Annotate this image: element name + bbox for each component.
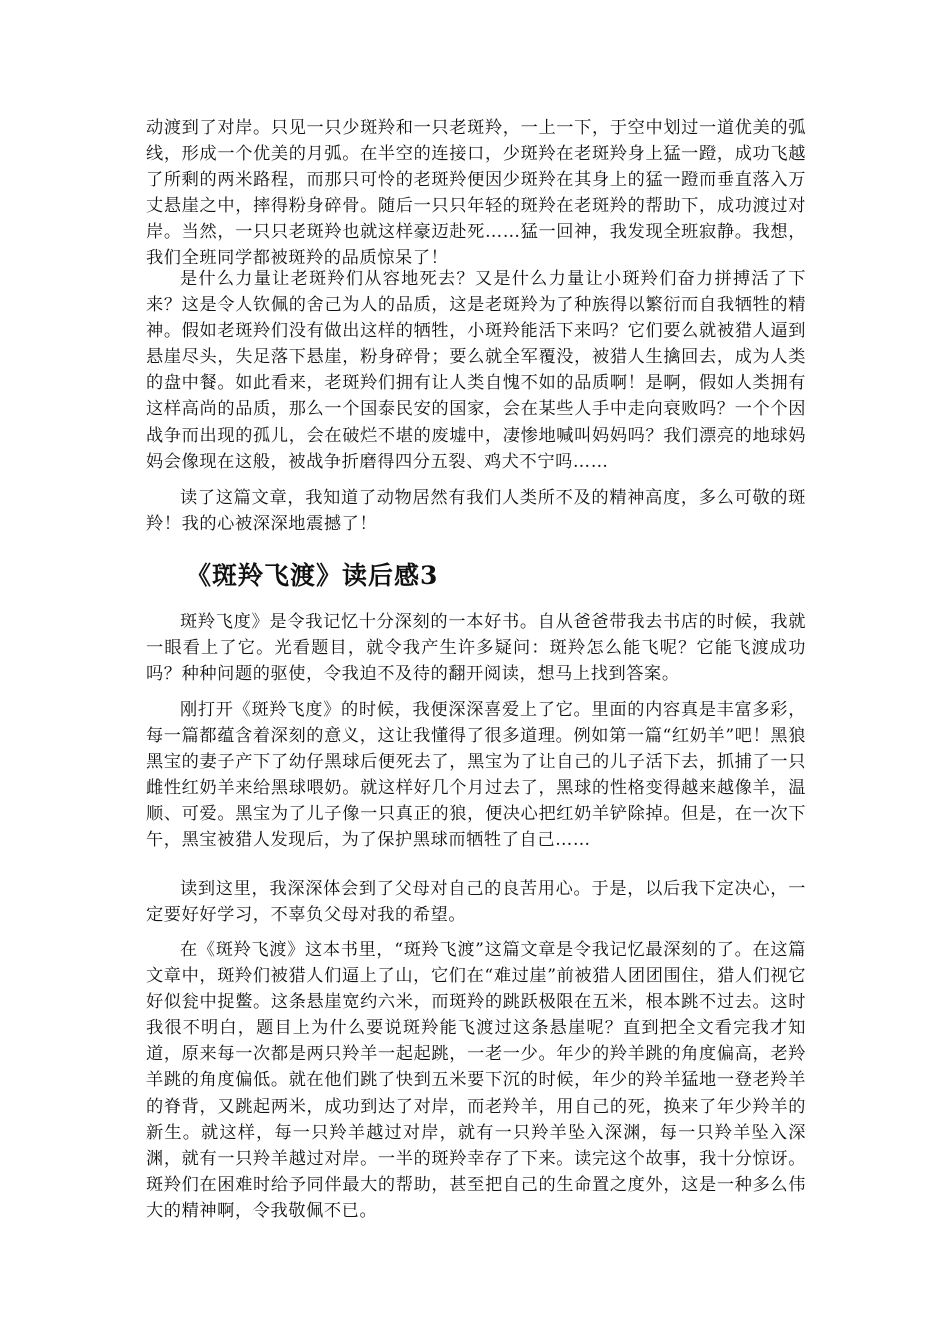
paragraph-continuation: 动渡到了对岸。只见一只少斑羚和一只老斑羚，一上一下，于空中划过一道优美的弧线，形成一个优美的月弧。在半空的连接口，少斑羚在老斑羚身上猛一蹬，成功飞越了所剩的两米路程，而那只可怜的老斑羚便因少斑羚在其身上的猛一蹬而垂直落入万丈悬崖之中，摔得粉身碎骨。随后一只只年轻的斑羚在老斑羚的帮助下，成功渡过对岸。当然，一只只老斑羚也就这样豪迈赴死……猛一回神，我发现全班寂静。我想，我们全班同学都被斑羚的品质惊呆了！ — [146, 118, 806, 269]
paragraph: 在《斑羚飞渡》这本书里，“斑羚飞渡”这篇文章是令我记忆最深刻的了。在这篇文章中，斑羚们被猎人们逼上了山，它们在“难过崖”前被猎人团团围住，猎人们视它好似瓮中捉鳖。这条悬崖宽约六米，而斑羚的跳跃极限在五米，根本跳不过去。这时我很不明白，题目上为什么要说斑羚能飞渡过这条悬崖呢？直到把全文看完我才知道，原来每一次都是两只羚羊一起起跳，一老一少。年少的羚羊跳的角度偏高，老羚羊跳的角度偏低。就在他们跳了快到五米要下沉的时候，年少的羚羊猛地一登老羚羊的脊背，又跳起两米，成功到达了对岸，而老羚羊，用自己的死，换来了年少羚羊的新生。就这样，每一只羚羊越过对岸，就有一只羚羊坠入深渊，每一只羚羊坠入深渊，就有一只羚羊越过对岸。一半的斑羚幸存了下来。读完这个故事，我十分惊讶。斑羚们在困难时给予同伴最大的帮助，甚至把自己的生命置之度外，这是一种多么伟大的精神啊，令我敬佩不已。 — [146, 940, 806, 1221]
paragraph: 是什么力量让老斑羚们从容地死去？又是什么力量让小斑羚们奋力拼搏活了下来？这是令人钦佩的舍己为人的品质，这是老斑羚为了种族得以繁衍而自我牺牲的精神。假如老斑羚们没有做出这样的牺牲，小斑羚能活下来吗？它们要么就被猎人逼到悬崖尽头，失足落下悬崖，粉身碎骨；要么就全军覆没，被猎人生擒回去，成为人类的盘中餐。如此看来，老斑羚们拥有让人类自愧不如的品质啊！是啊，假如人类拥有这样高尚的品质，那么一个国泰民安的国家，会在某些人手中走向衰败吗？一个个因战争而出现的孤儿，会在破烂不堪的废墟中，凄惨地喊叫妈妈吗？我们漂亮的地球妈妈会像现在这般，被战争折磨得四分五裂、鸡犬不宁吗…… — [146, 269, 806, 472]
paragraph: 斑羚飞度》是令我记忆十分深刻的一本好书。自从爸爸带我去书店的时候，我就一眼看上了它。光看题目，就令我产生许多疑问：斑羚怎么能飞呢？它能飞渡成功吗？种种问题的驱使，令我迫不及待的翻开阅读，想马上找到答案。 — [146, 612, 806, 685]
paragraph: 读到这里，我深深体会到了父母对自己的良苦用心。于是，以后我下定决心，一定要好好学习，不辜负父母对我的希望。 — [146, 879, 806, 926]
paragraph: 读了这篇文章，我知道了动物居然有我们人类所不及的精神高度，多么可敬的斑羚！我的心被深深地震撼了！ — [146, 488, 806, 535]
paragraph: 刚打开《斑羚飞度》的时候，我便深深喜爱上了它。里面的内容真是丰富多彩，每一篇都蕴含着深刻的意义，这让我懂得了很多道理。例如第一篇“红奶羊”吧！黑狼黑宝的妻子产下了幼仔黑球后便死去了，黑宝为了让自己的儿子活下去，抓捕了一只雌性红奶羊来给黑球喂奶。就这样好几个月过去了，黑球的性格变得越来越像羊，温顺、可爱。黑宝为了儿子像一只真正的狼，便决心把红奶羊铲除掉。但是，在一次下午，黑宝被猎人发现后，为了保护黑球而牺牲了自己…… — [146, 700, 806, 851]
section-heading: 《斑羚飞渡》读后感3 — [186, 561, 439, 590]
